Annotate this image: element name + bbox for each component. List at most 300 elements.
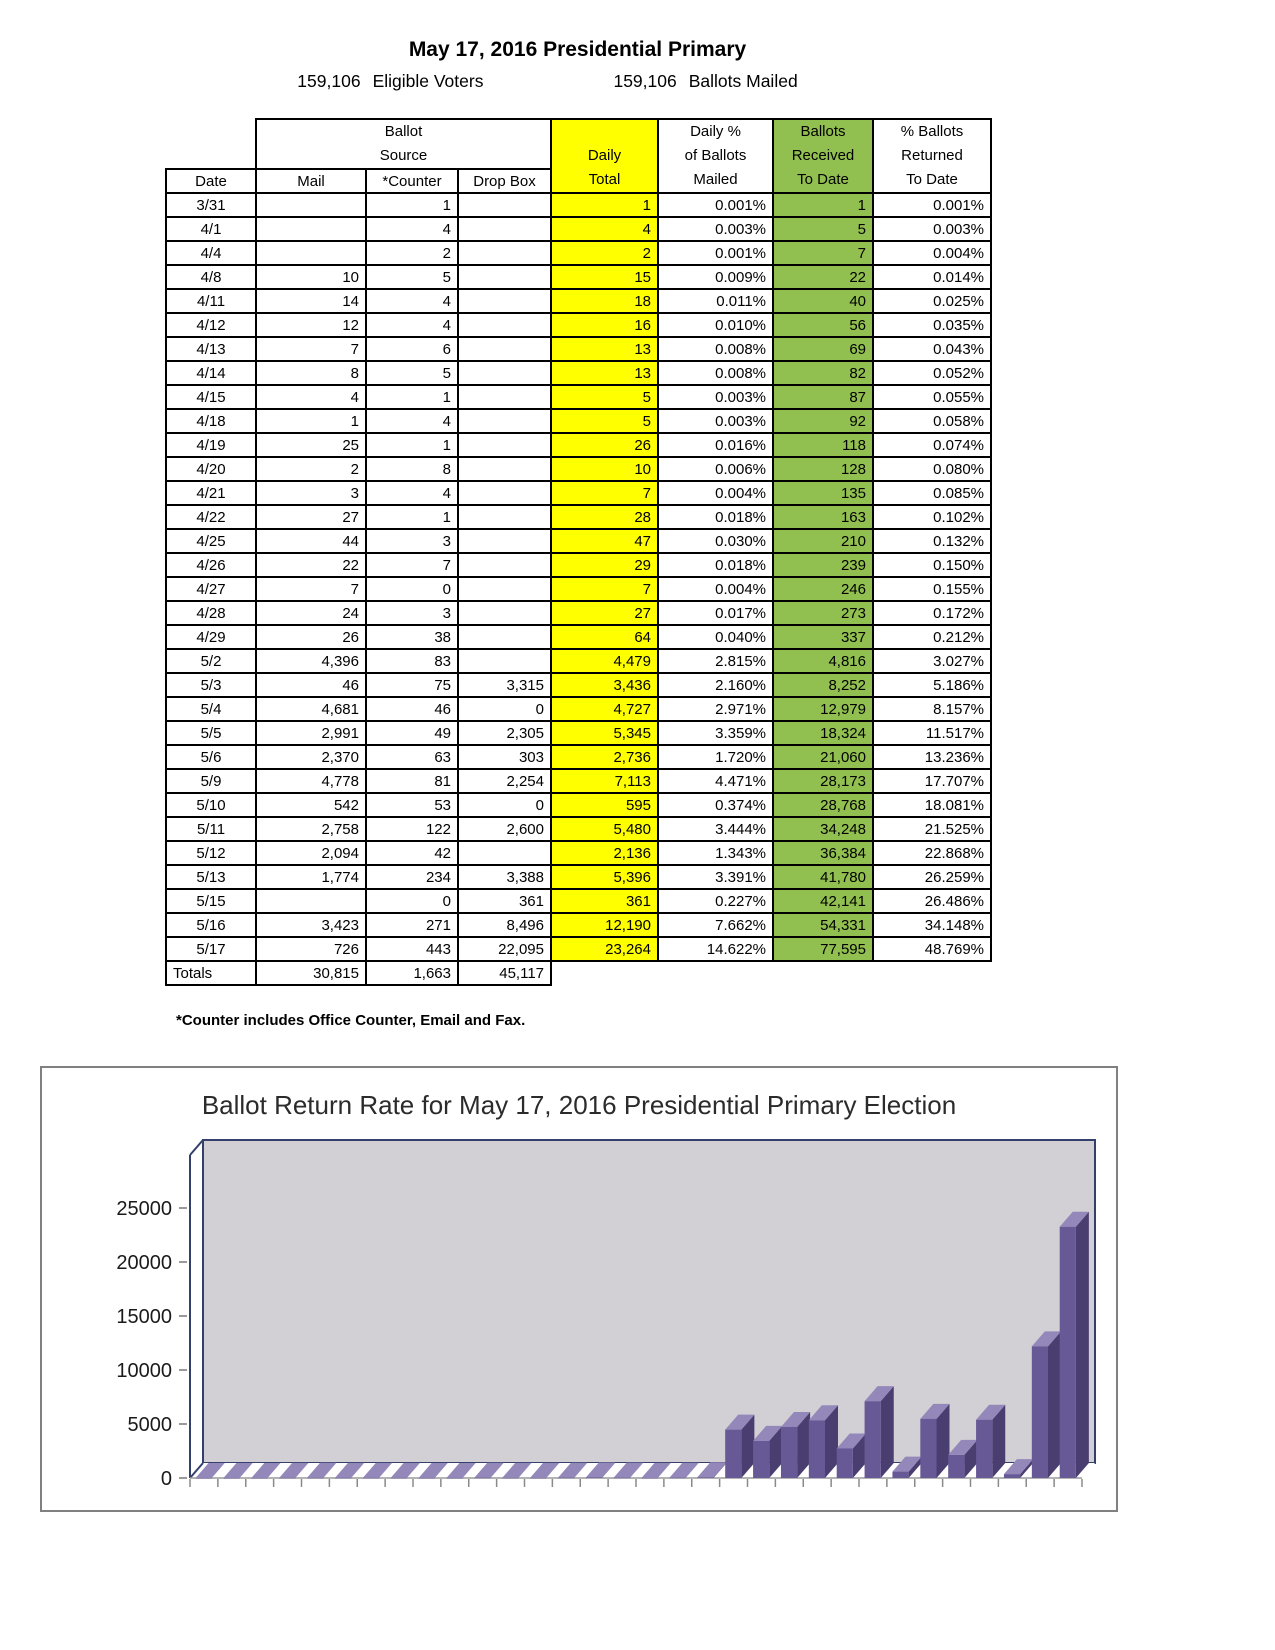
bar-front (419, 1478, 435, 1479)
cell-date: 5/3 (166, 673, 256, 697)
cell-drop-box: 2,600 (458, 817, 551, 841)
cell-counter: 1 (366, 385, 458, 409)
chart-top-left-slant (190, 1140, 203, 1155)
y-axis-label: 20000 (116, 1252, 172, 1274)
cell-mail: 24 (256, 601, 366, 625)
cell-drop-box (458, 841, 551, 865)
cell-daily-pct: 3.444% (658, 817, 773, 841)
cell-drop-box: 8,496 (458, 913, 551, 937)
cell-received: 69 (773, 337, 873, 361)
cell-received: 42,141 (773, 889, 873, 913)
cell-mail: 542 (256, 793, 366, 817)
cell-mail: 10 (256, 265, 366, 289)
cell-daily-pct: 7.662% (658, 913, 773, 937)
header-counter: *Counter (366, 169, 458, 193)
eligible-voters-value: 159,106 (297, 71, 361, 91)
totals-mail: 30,815 (256, 961, 366, 985)
cell-date: 5/6 (166, 745, 256, 769)
cell-pct-returned: 5.186% (873, 673, 991, 697)
cell-daily-total: 29 (551, 553, 658, 577)
cell-date: 4/22 (166, 505, 256, 529)
cell-counter: 4 (366, 289, 458, 313)
cell-received: 22 (773, 265, 873, 289)
bar-front (307, 1478, 323, 1479)
table-row (166, 433, 991, 457)
cell-daily-total: 5,396 (551, 865, 658, 889)
page-title: May 17, 2016 Presidential Primary (408, 38, 747, 61)
cell-pct-returned: 22.868% (873, 841, 991, 865)
cell-counter: 2 (366, 241, 458, 265)
cell-date: 4/21 (166, 481, 256, 505)
cell-received: 28,173 (773, 769, 873, 793)
cell-daily-pct: 1.343% (658, 841, 773, 865)
cell-received: 77,595 (773, 937, 873, 961)
header-mail: Mail (256, 169, 366, 193)
cell-daily-total: 2 (551, 241, 658, 265)
cell-daily-total: 13 (551, 337, 658, 361)
cell-daily-total: 4 (551, 217, 658, 241)
cell-mail: 7 (256, 337, 366, 361)
cell-mail: 726 (256, 937, 366, 961)
cell-drop-box: 2,254 (458, 769, 551, 793)
bar-front (446, 1478, 462, 1479)
cell-daily-pct: 0.011% (658, 289, 773, 313)
bar-face (881, 1386, 894, 1478)
bar-front (558, 1478, 574, 1479)
bar (1032, 1331, 1061, 1478)
bar-front (669, 1478, 685, 1479)
cell-date: 4/15 (166, 385, 256, 409)
cell-received: 92 (773, 409, 873, 433)
cell-pct-returned: 34.148% (873, 913, 991, 937)
cell-pct-returned: 0.212% (873, 625, 991, 649)
eligible-voters-label: Eligible Voters (372, 71, 484, 91)
cell-daily-total: 10 (551, 457, 658, 481)
table-row (166, 265, 991, 289)
cell-counter: 46 (366, 697, 458, 721)
header-daily-total: Daily Total (551, 119, 658, 193)
cell-mail: 3,423 (256, 913, 366, 937)
cell-daily-total: 5,345 (551, 721, 658, 745)
cell-pct-returned: 17.707% (873, 769, 991, 793)
bar-front (530, 1478, 546, 1479)
header-daily-pct: Daily % of Ballots Mailed (658, 119, 773, 193)
cell-date: 5/10 (166, 793, 256, 817)
cell-pct-returned: 8.157% (873, 697, 991, 721)
cell-date: 5/11 (166, 817, 256, 841)
table-row (166, 745, 991, 769)
ballots-mailed-label: Ballots Mailed (688, 71, 798, 91)
cell-daily-total: 47 (551, 529, 658, 553)
chart-title: Ballot Return Rate for May 17, 2016 Presidential Primary Election (201, 1090, 957, 1120)
cell-pct-returned: 0.150% (873, 553, 991, 577)
cell-mail: 2,758 (256, 817, 366, 841)
cell-daily-pct: 0.003% (658, 385, 773, 409)
table-row (166, 673, 991, 697)
cell-received: 12,979 (773, 697, 873, 721)
bar-face (1048, 1331, 1061, 1478)
cell-counter: 83 (366, 649, 458, 673)
cell-received: 28,768 (773, 793, 873, 817)
bar-front (642, 1478, 658, 1479)
bar-front (976, 1420, 992, 1478)
header-row-top (166, 119, 991, 169)
cell-date: 4/4 (166, 241, 256, 265)
cell-mail: 4,681 (256, 697, 366, 721)
cell-mail: 27 (256, 505, 366, 529)
cell-daily-pct: 0.004% (658, 577, 773, 601)
cell-daily-total: 23,264 (551, 937, 658, 961)
bar (920, 1404, 949, 1478)
bar-front (196, 1478, 212, 1479)
cell-mail (256, 217, 366, 241)
table-row (166, 409, 991, 433)
cell-received: 21,060 (773, 745, 873, 769)
table-row (166, 337, 991, 361)
cell-daily-total: 16 (551, 313, 658, 337)
cell-pct-returned: 3.027% (873, 649, 991, 673)
cell-date: 5/9 (166, 769, 256, 793)
table-row (166, 217, 991, 241)
cell-daily-total: 4,479 (551, 649, 658, 673)
cell-counter: 5 (366, 265, 458, 289)
bar-front (391, 1478, 407, 1479)
cell-daily-pct: 0.030% (658, 529, 773, 553)
cell-mail: 8 (256, 361, 366, 385)
cell-drop-box (458, 601, 551, 625)
cell-pct-returned: 0.035% (873, 313, 991, 337)
cell-daily-total: 64 (551, 625, 658, 649)
bar-front (809, 1420, 825, 1478)
cell-pct-returned: 0.172% (873, 601, 991, 625)
cell-daily-pct: 0.018% (658, 553, 773, 577)
cell-daily-pct: 0.008% (658, 337, 773, 361)
cell-pct-returned: 0.001% (873, 193, 991, 217)
cell-daily-total: 2,736 (551, 745, 658, 769)
cell-daily-pct: 0.001% (658, 193, 773, 217)
cell-received: 118 (773, 433, 873, 457)
cell-date: 4/28 (166, 601, 256, 625)
table-row (166, 721, 991, 745)
table-row (166, 457, 991, 481)
cell-received: 4,816 (773, 649, 873, 673)
cell-mail: 2,991 (256, 721, 366, 745)
cell-mail (256, 241, 366, 265)
cell-received: 246 (773, 577, 873, 601)
cell-drop-box (458, 625, 551, 649)
cell-drop-box (458, 265, 551, 289)
table-row (166, 193, 991, 217)
cell-drop-box (458, 193, 551, 217)
bar-front (1004, 1474, 1020, 1478)
cell-mail (256, 193, 366, 217)
cell-pct-returned: 18.081% (873, 793, 991, 817)
cell-pct-returned: 0.074% (873, 433, 991, 457)
cell-drop-box (458, 361, 551, 385)
bar-front (865, 1401, 881, 1478)
cell-drop-box (458, 505, 551, 529)
bar-front (753, 1441, 769, 1478)
cell-counter: 5 (366, 361, 458, 385)
table-row (166, 553, 991, 577)
table-row (166, 697, 991, 721)
cell-counter: 4 (366, 217, 458, 241)
bar-front (474, 1478, 490, 1479)
cell-received: 273 (773, 601, 873, 625)
cell-pct-returned: 21.525% (873, 817, 991, 841)
cell-counter: 6 (366, 337, 458, 361)
ballot-return-chart (42, 1068, 1112, 1506)
cell-drop-box (458, 289, 551, 313)
ballot-table-container (165, 118, 992, 986)
cell-pct-returned: 0.004% (873, 241, 991, 265)
cell-counter: 3 (366, 601, 458, 625)
cell-drop-box (458, 529, 551, 553)
table-row (166, 913, 991, 937)
chart-panel (40, 1066, 1118, 1512)
table-row (166, 889, 991, 913)
cell-mail: 14 (256, 289, 366, 313)
ballots-mailed (613, 71, 797, 92)
totals-counter: 1,663 (366, 961, 458, 985)
bar-front (892, 1472, 908, 1478)
bar-front (920, 1419, 936, 1478)
header-returned: % Ballots Returned To Date (873, 119, 991, 193)
table-row (166, 241, 991, 265)
cell-daily-total: 28 (551, 505, 658, 529)
cell-daily-total: 5 (551, 409, 658, 433)
cell-drop-box: 2,305 (458, 721, 551, 745)
cell-daily-total: 12,190 (551, 913, 658, 937)
spacer (658, 961, 773, 985)
cell-mail: 44 (256, 529, 366, 553)
cell-daily-pct: 0.006% (658, 457, 773, 481)
cell-received: 7 (773, 241, 873, 265)
bar-front (1032, 1346, 1048, 1478)
cell-counter: 1 (366, 505, 458, 529)
bar-front (502, 1478, 518, 1479)
cell-daily-pct: 4.471% (658, 769, 773, 793)
totals-row (166, 961, 991, 985)
cell-counter: 271 (366, 913, 458, 937)
cell-daily-total: 595 (551, 793, 658, 817)
cell-date: 4/11 (166, 289, 256, 313)
cell-counter: 0 (366, 577, 458, 601)
cell-mail: 3 (256, 481, 366, 505)
bar-front (363, 1478, 379, 1479)
bar (809, 1405, 838, 1478)
cell-pct-returned: 0.052% (873, 361, 991, 385)
cell-mail: 25 (256, 433, 366, 457)
cell-counter: 122 (366, 817, 458, 841)
cell-received: 34,248 (773, 817, 873, 841)
cell-daily-total: 361 (551, 889, 658, 913)
cell-received: 36,384 (773, 841, 873, 865)
cell-date: 4/19 (166, 433, 256, 457)
cell-date: 5/16 (166, 913, 256, 937)
cell-drop-box (458, 385, 551, 409)
cell-pct-returned: 0.155% (873, 577, 991, 601)
cell-pct-returned: 13.236% (873, 745, 991, 769)
cell-date: 4/1 (166, 217, 256, 241)
cell-received: 56 (773, 313, 873, 337)
cell-daily-total: 3,436 (551, 673, 658, 697)
header-date: Date (166, 169, 256, 193)
cell-pct-returned: 26.486% (873, 889, 991, 913)
cell-date: 4/27 (166, 577, 256, 601)
cell-pct-returned: 48.769% (873, 937, 991, 961)
cell-drop-box (458, 241, 551, 265)
cell-mail: 22 (256, 553, 366, 577)
cell-date: 5/2 (166, 649, 256, 673)
cell-pct-returned: 11.517% (873, 721, 991, 745)
cell-received: 40 (773, 289, 873, 313)
table-row (166, 649, 991, 673)
cell-mail: 4 (256, 385, 366, 409)
bar-front (697, 1477, 713, 1478)
cell-drop-box: 3,388 (458, 865, 551, 889)
header-received: Ballots Received To Date (773, 119, 873, 193)
cell-received: 337 (773, 625, 873, 649)
summary-line (135, 71, 960, 92)
table-row (166, 769, 991, 793)
cell-counter: 3 (366, 529, 458, 553)
y-axis-label: 15000 (116, 1306, 172, 1328)
totals-drop-box: 45,117 (458, 961, 551, 985)
cell-daily-total: 7 (551, 577, 658, 601)
cell-daily-total: 7,113 (551, 769, 658, 793)
cell-date: 4/20 (166, 457, 256, 481)
ballot-table (165, 118, 992, 986)
cell-daily-pct: 0.003% (658, 409, 773, 433)
table-row (166, 481, 991, 505)
cell-daily-pct: 0.016% (658, 433, 773, 457)
chart-back-wall (203, 1140, 1095, 1463)
cell-daily-pct: 2.815% (658, 649, 773, 673)
cell-received: 128 (773, 457, 873, 481)
cell-counter: 53 (366, 793, 458, 817)
cell-mail: 26 (256, 625, 366, 649)
bar (1060, 1212, 1089, 1478)
cell-mail: 2 (256, 457, 366, 481)
cell-counter: 81 (366, 769, 458, 793)
table-row (166, 865, 991, 889)
counter-footnote: *Counter includes Office Counter, Email and Fax. (176, 1012, 526, 1029)
cell-counter: 1 (366, 193, 458, 217)
cell-received: 135 (773, 481, 873, 505)
cell-date: 4/25 (166, 529, 256, 553)
cell-mail: 12 (256, 313, 366, 337)
cell-drop-box: 361 (458, 889, 551, 913)
cell-counter: 4 (366, 481, 458, 505)
cell-mail: 7 (256, 577, 366, 601)
table-row (166, 385, 991, 409)
cell-daily-pct: 14.622% (658, 937, 773, 961)
table-row (166, 505, 991, 529)
totals-label: Totals (166, 961, 256, 985)
cell-daily-pct: 0.004% (658, 481, 773, 505)
header-spacer (166, 119, 256, 169)
cell-pct-returned: 0.003% (873, 217, 991, 241)
cell-received: 163 (773, 505, 873, 529)
cell-counter: 443 (366, 937, 458, 961)
table-row (166, 937, 991, 961)
cell-daily-total: 15 (551, 265, 658, 289)
cell-daily-total: 1 (551, 193, 658, 217)
cell-daily-pct: 0.009% (658, 265, 773, 289)
cell-date: 5/4 (166, 697, 256, 721)
cell-daily-pct: 2.160% (658, 673, 773, 697)
cell-counter: 49 (366, 721, 458, 745)
cell-drop-box: 0 (458, 697, 551, 721)
bar-front (251, 1478, 267, 1479)
cell-pct-returned: 0.058% (873, 409, 991, 433)
cell-mail: 4,396 (256, 649, 366, 673)
cell-received: 41,780 (773, 865, 873, 889)
cell-drop-box (458, 457, 551, 481)
table-row (166, 625, 991, 649)
cell-daily-total: 4,727 (551, 697, 658, 721)
cell-drop-box: 3,315 (458, 673, 551, 697)
cell-date: 4/14 (166, 361, 256, 385)
cell-received: 1 (773, 193, 873, 217)
cell-counter: 8 (366, 457, 458, 481)
cell-date: 5/5 (166, 721, 256, 745)
cell-daily-pct: 3.391% (658, 865, 773, 889)
y-axis-label: 25000 (116, 1198, 172, 1220)
cell-daily-total: 7 (551, 481, 658, 505)
table-row (166, 817, 991, 841)
cell-drop-box (458, 217, 551, 241)
bar-front (1060, 1227, 1076, 1478)
cell-daily-pct: 0.001% (658, 241, 773, 265)
cell-received: 87 (773, 385, 873, 409)
table-row (166, 313, 991, 337)
cell-daily-total: 26 (551, 433, 658, 457)
cell-counter: 63 (366, 745, 458, 769)
cell-pct-returned: 0.102% (873, 505, 991, 529)
cell-received: 54,331 (773, 913, 873, 937)
cell-drop-box (458, 649, 551, 673)
cell-received: 8,252 (773, 673, 873, 697)
cell-date: 4/26 (166, 553, 256, 577)
table-row (166, 361, 991, 385)
cell-daily-pct: 2.971% (658, 697, 773, 721)
cell-daily-total: 5 (551, 385, 658, 409)
cell-pct-returned: 0.080% (873, 457, 991, 481)
bar-front (948, 1455, 964, 1478)
cell-daily-total: 2,136 (551, 841, 658, 865)
cell-drop-box (458, 481, 551, 505)
cell-received: 210 (773, 529, 873, 553)
cell-mail: 2,370 (256, 745, 366, 769)
cell-drop-box (458, 553, 551, 577)
table-row (166, 289, 991, 313)
cell-mail: 1 (256, 409, 366, 433)
bar (976, 1405, 1005, 1478)
cell-counter: 4 (366, 313, 458, 337)
cell-date: 3/31 (166, 193, 256, 217)
cell-date: 5/12 (166, 841, 256, 865)
cell-counter: 234 (366, 865, 458, 889)
ballots-mailed-value: 159,106 (613, 71, 677, 91)
cell-daily-pct: 0.374% (658, 793, 773, 817)
header-drop-box: Drop Box (458, 169, 551, 193)
cell-counter: 75 (366, 673, 458, 697)
cell-daily-pct: 0.040% (658, 625, 773, 649)
cell-mail (256, 889, 366, 913)
cell-mail: 1,774 (256, 865, 366, 889)
